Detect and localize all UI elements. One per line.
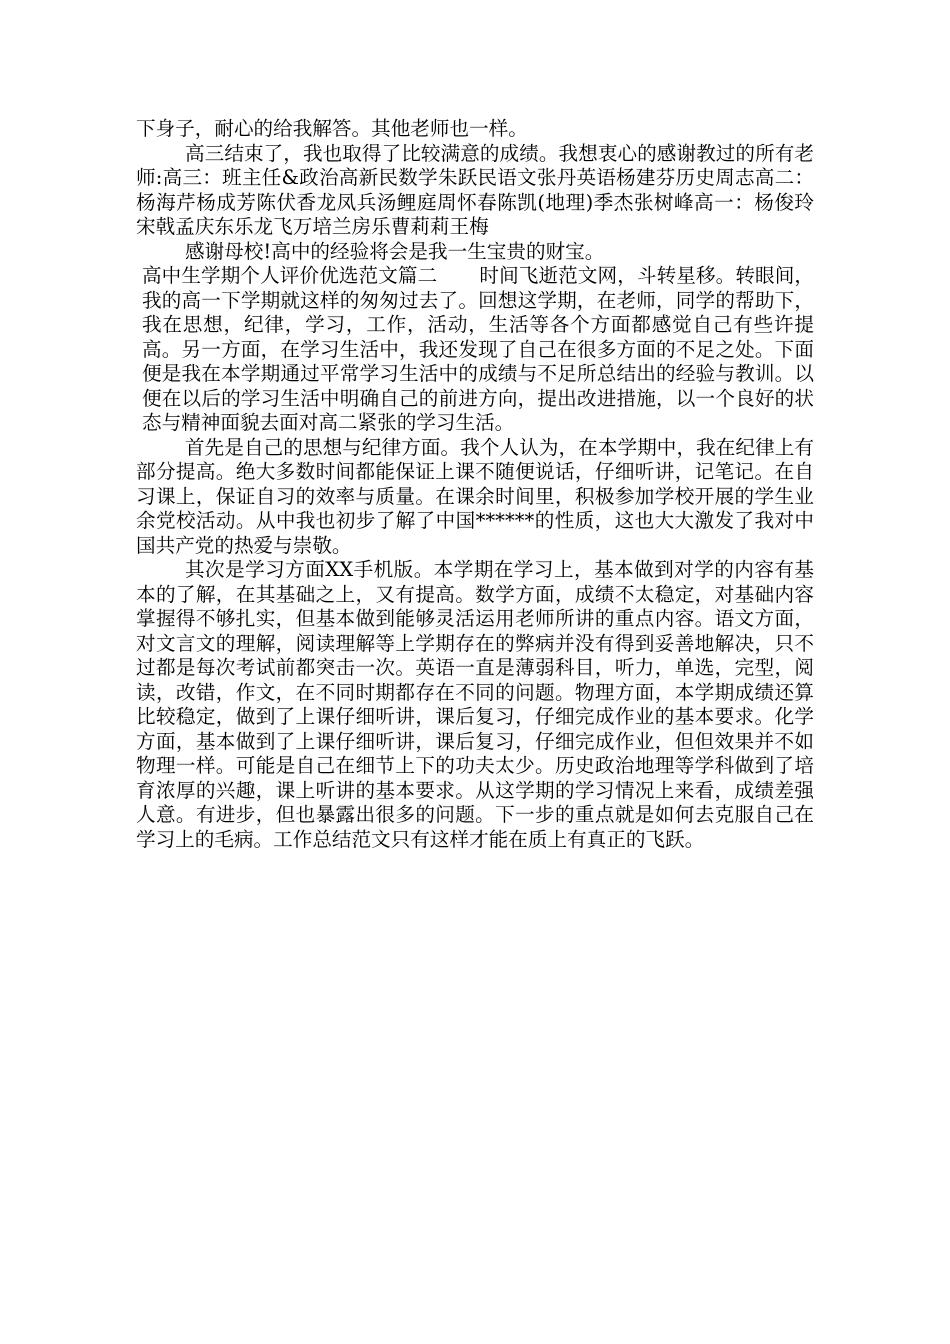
document-page	[136, 117, 814, 852]
paragraph-article-two	[136, 264, 814, 436]
article-heading: 高中生学期个人评价优选范文篇二	[142, 264, 438, 287]
article-intro: 时间飞逝范文网，斗转星移。转眼间，我的高一下学期就这样的匆匆过去了。回想这学期，在老师，同学的帮助下，我在思想，纪律，学习，工作，活动，生活等各个方面都感觉自己有些许提高。另一方面，在学习生活中，我还发现了自己在很多方面的不足之处。下面便是我在本学期通过平常学习生活中的成绩与不足所总结出的经验与教训。以便在以后的学习生活中明确自己的前进方向，提出改进措施，以一个良好的状态与精神面貌去面对高二紧张的学习生活。	[142, 264, 814, 434]
paragraph-teachers-thanks: 高三结束了，我也取得了比较满意的成绩。我想衷心的感谢教过的所有老师:高三：班主任&政治高新民数学朱跃民语文张丹英语杨建芬历史周志高二：杨海芹杨成芳陈伏香龙凤兵汤鲤庭周怀春陈凯(地理)季杰张树峰高一：杨俊玲宋戟孟庆东乐龙飞万培兰房乐曹莉莉王梅	[136, 141, 814, 238]
paragraph-discipline: 首先是自己的思想与纪律方面。我个人认为，在本学期中，我在纪律上有部分提高。绝大多数时间都能保证上课不随便说话，仔细听讲，记笔记。在自习课上，保证自习的效率与质量。在课余时间里，积极参加学校开展的学生业余党校活动。从中我也初步了解了中国******的性质，这也大大激发了我对中国共产党的热爱与崇敬。	[136, 435, 814, 557]
paragraph-school-thanks: 感谢母校!高中的经验将会是我一生宝贵的财宝。	[185, 239, 605, 263]
paragraph-continuation: 下身子，耐心的给我解答。其他老师也一样。	[136, 117, 528, 140]
paragraph-study: 其次是学习方面XX手机版。本学期在学习上，基本做到对学的内容有基本的了解，在其基础之上，又有提高。数学方面，成绩不太稳定，对基础内容掌握得不够扎实，但基本做到能够灵活运用老师所讲的重点内容。语文方面，对文言文的理解，阅读理解等上学期存在的弊病并没有得到妥善地解决，只不过都是每次考试前都突击一次。英语一直是薄弱科目，听力，单选，完型，阅读，改错，作文，在不同时期都存在不同的问题。物理方面，本学期成绩还算比较稳定，做到了上课仔细听讲，课后复习，仔细完成作业的基本要求。化学方面，基本做到了上课仔细听讲，课后复习，仔细完成作业，但但效果并不如物理一样。可能是自己在细节上下的功夫太少。历史政治地理等学科做到了培育浓厚的兴趣，课上听讲的基本要求。从这学期的学习情况上来看，成绩差强人意。有进步，但也暴露出很多的问题。下一步的重点就是如何去克服自己在学习上的毛病。工作总结范文只有这样才能在质上有真正的飞跃。	[136, 558, 814, 851]
